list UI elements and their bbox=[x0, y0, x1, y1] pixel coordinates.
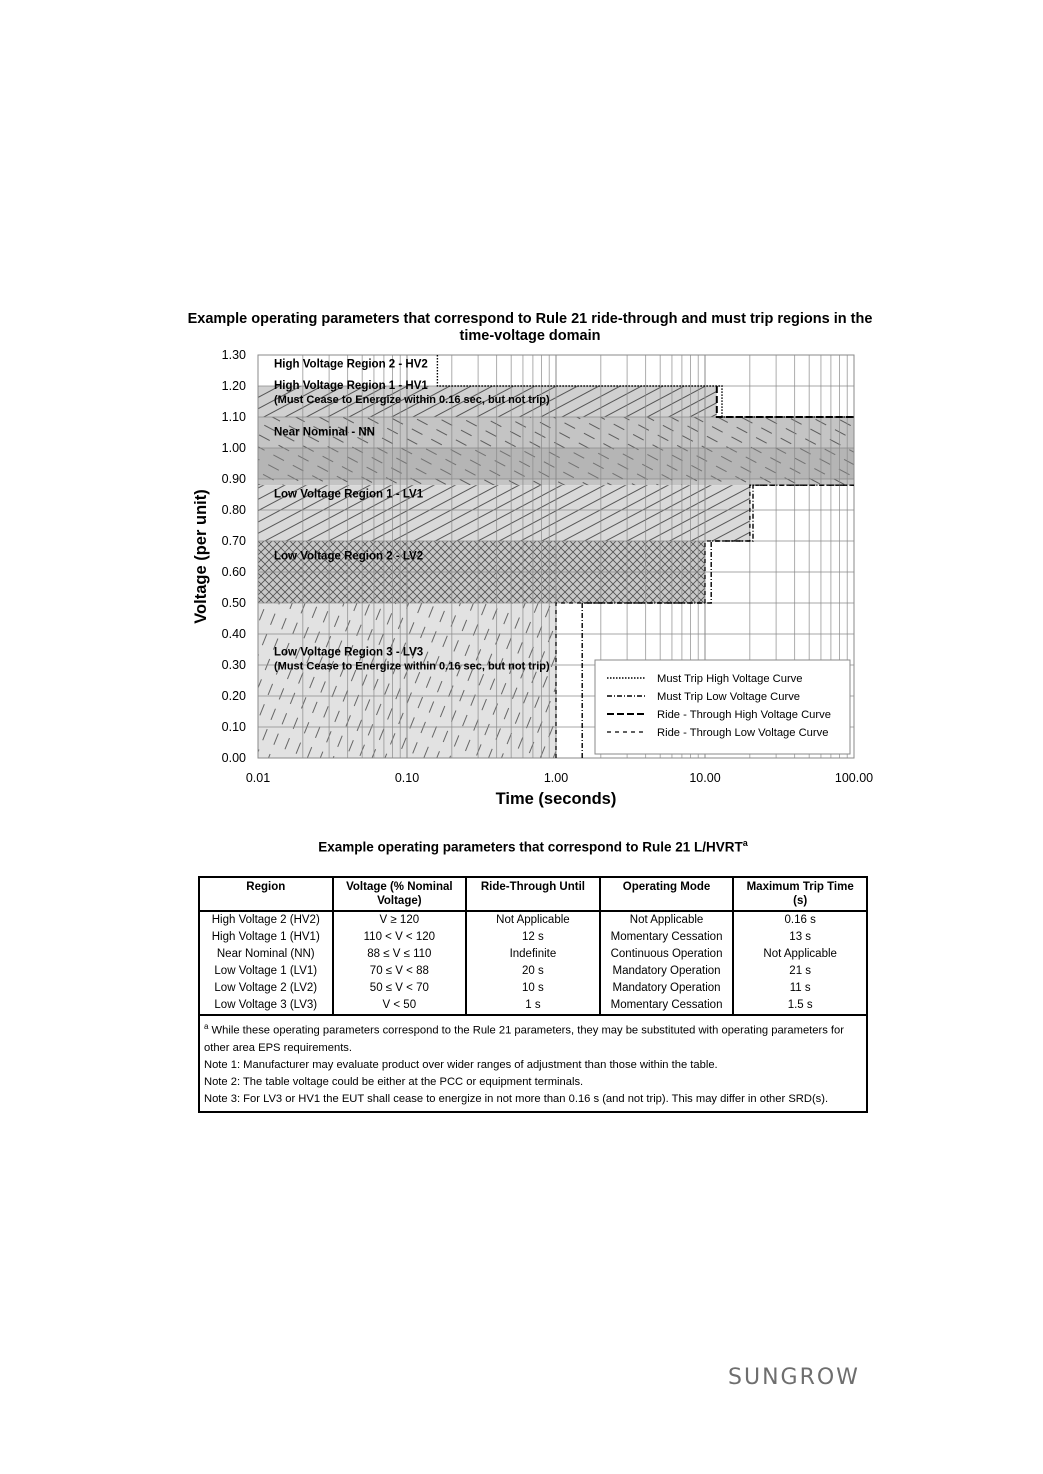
x-tick-label: 1.00 bbox=[543, 771, 569, 785]
legend-entry: Ride - Through High Voltage Curve bbox=[657, 709, 831, 721]
y-axis-label: Voltage (per unit) bbox=[192, 489, 210, 624]
y-tick-label: 0.20 bbox=[221, 689, 246, 703]
x-axis-label: Time (seconds) bbox=[495, 790, 617, 808]
table-cell: 12 s bbox=[466, 929, 600, 946]
table-cell: 50 ≤ V < 70 bbox=[333, 980, 467, 997]
table-cell: 110 < V < 120 bbox=[333, 929, 467, 946]
region-label: High Voltage Region 1 - HV1 bbox=[274, 380, 428, 393]
table-cell: Not Applicable bbox=[600, 911, 734, 929]
sungrow-logo: SUNGROW bbox=[728, 1365, 860, 1390]
table-cell: V ≥ 120 bbox=[333, 911, 467, 929]
y-tick-label: 0.70 bbox=[221, 534, 246, 548]
table-cell: 21 s bbox=[733, 963, 867, 980]
y-tick-label: 1.10 bbox=[221, 410, 246, 424]
region-label: Low Voltage Region 1 - LV1 bbox=[274, 488, 424, 501]
x-tick-label: 10.00 bbox=[689, 771, 721, 785]
table-cell: 13 s bbox=[733, 929, 867, 946]
x-tick-label: 100.00 bbox=[834, 771, 874, 785]
legend-entry: Must Trip Low Voltage Curve bbox=[657, 691, 801, 703]
region-label: High Voltage Region 2 - HV2 bbox=[274, 358, 428, 371]
table-cell: Momentary Cessation bbox=[600, 929, 734, 946]
table-cell: 11 s bbox=[733, 980, 867, 997]
header-voltage: Voltage (% Nominal Voltage) bbox=[333, 877, 467, 911]
y-tick-label: 0.10 bbox=[221, 720, 246, 734]
table-cell: Continuous Operation bbox=[600, 946, 734, 963]
note-2: Note 2: The table voltage could be either at the PCC or equipment terminals. bbox=[204, 1075, 584, 1088]
table-notes bbox=[199, 1015, 867, 1112]
table-cell: 88 ≤ V ≤ 110 bbox=[333, 946, 467, 963]
table-row bbox=[199, 929, 867, 946]
legend-entry: Ride - Through Low Voltage Curve bbox=[657, 727, 829, 739]
table-cell: 10 s bbox=[466, 980, 600, 997]
x-tick-label: 0.10 bbox=[394, 771, 420, 785]
y-tick-label: 0.30 bbox=[221, 658, 246, 672]
table-cell: Indefinite bbox=[466, 946, 600, 963]
table-title bbox=[200, 838, 866, 855]
curve-long-dash bbox=[717, 386, 854, 417]
table-cell: 1.5 s bbox=[733, 997, 867, 1015]
legend-entry: Must Trip High Voltage Curve bbox=[657, 673, 803, 685]
header-region: Region bbox=[199, 877, 333, 911]
table-cell: Mandatory Operation bbox=[600, 980, 734, 997]
y-tick-label: 1.00 bbox=[221, 441, 246, 455]
table-notes-row bbox=[199, 1015, 867, 1112]
chart-title: Example operating parameters that correspond to Rule 21 ride-through and must trip regions in the time-voltage domain bbox=[187, 311, 873, 344]
table-cell: 70 ≤ V < 88 bbox=[333, 963, 467, 980]
table-cell: Near Nominal (NN) bbox=[199, 946, 333, 963]
footnote-marker: a bbox=[204, 1022, 209, 1031]
table-row bbox=[199, 911, 867, 929]
header-ride-through: Ride-Through Until bbox=[466, 877, 600, 911]
table-row bbox=[199, 946, 867, 963]
table-cell: 20 s bbox=[466, 963, 600, 980]
region-label: Near Nominal - NN bbox=[274, 426, 375, 439]
x-tick-label: 0.01 bbox=[245, 771, 271, 785]
y-tick-label: 0.90 bbox=[221, 472, 246, 486]
table-cell: 1 s bbox=[466, 997, 600, 1015]
table-cell: Low Voltage 2 (LV2) bbox=[199, 980, 333, 997]
y-tick-label: 0.50 bbox=[221, 596, 246, 610]
table-row bbox=[199, 963, 867, 980]
footnote-text: While these operating parameters correspond to the Rule 21 parameters, they may be substituted with operating parameters for other area EPS requirements. bbox=[204, 1024, 844, 1054]
region-sublabel: (Must Cease to Energize within 0.16 sec, but not trip) bbox=[274, 660, 550, 673]
table-cell: Not Applicable bbox=[466, 911, 600, 929]
region-sublabel: (Must Cease to Energize within 0.16 sec, but not trip) bbox=[274, 394, 550, 407]
region-label: Low Voltage Region 2 - LV2 bbox=[274, 550, 424, 563]
note-1: Note 1: Manufacturer may evaluate product over wider ranges of adjustment than those within the table. bbox=[204, 1058, 718, 1071]
y-tick-label: 0.60 bbox=[221, 565, 246, 579]
note-3: Note 3: For LV3 or HV1 the EUT shall cease to energize in not more than 0.16 s (and not trip). This may differ in other SRD(s). bbox=[204, 1092, 829, 1105]
table-cell: V < 50 bbox=[333, 997, 467, 1015]
table-cell: 0.16 s bbox=[733, 911, 867, 929]
table-cell: Not Applicable bbox=[733, 946, 867, 963]
table-header-row bbox=[199, 877, 867, 911]
y-tick-label: 0.00 bbox=[221, 751, 246, 765]
table-cell: Low Voltage 1 (LV1) bbox=[199, 963, 333, 980]
table-cell: High Voltage 1 (HV1) bbox=[199, 929, 333, 946]
y-tick-label: 0.80 bbox=[221, 503, 246, 517]
footnote bbox=[204, 1018, 862, 1057]
y-tick-label: 1.20 bbox=[221, 379, 246, 393]
y-tick-label: 1.30 bbox=[221, 348, 246, 362]
voltage-time-chart bbox=[185, 340, 885, 815]
table-cell: Low Voltage 3 (LV3) bbox=[199, 997, 333, 1015]
table-cell: Momentary Cessation bbox=[600, 997, 734, 1015]
parameters-table bbox=[198, 876, 868, 1113]
table-title-sup: a bbox=[742, 838, 748, 848]
table-row bbox=[199, 997, 867, 1015]
region-label: Low Voltage Region 3 - LV3 bbox=[274, 646, 424, 659]
table-title-text: Example operating parameters that correspond to Rule 21 L/HVRT bbox=[318, 839, 743, 855]
header-max-trip-time: Maximum Trip Time (s) bbox=[733, 877, 867, 911]
table-row bbox=[199, 980, 867, 997]
table-cell: High Voltage 2 (HV2) bbox=[199, 911, 333, 929]
table-cell: Mandatory Operation bbox=[600, 963, 734, 980]
header-operating-mode: Operating Mode bbox=[600, 877, 734, 911]
y-tick-label: 0.40 bbox=[221, 627, 246, 641]
